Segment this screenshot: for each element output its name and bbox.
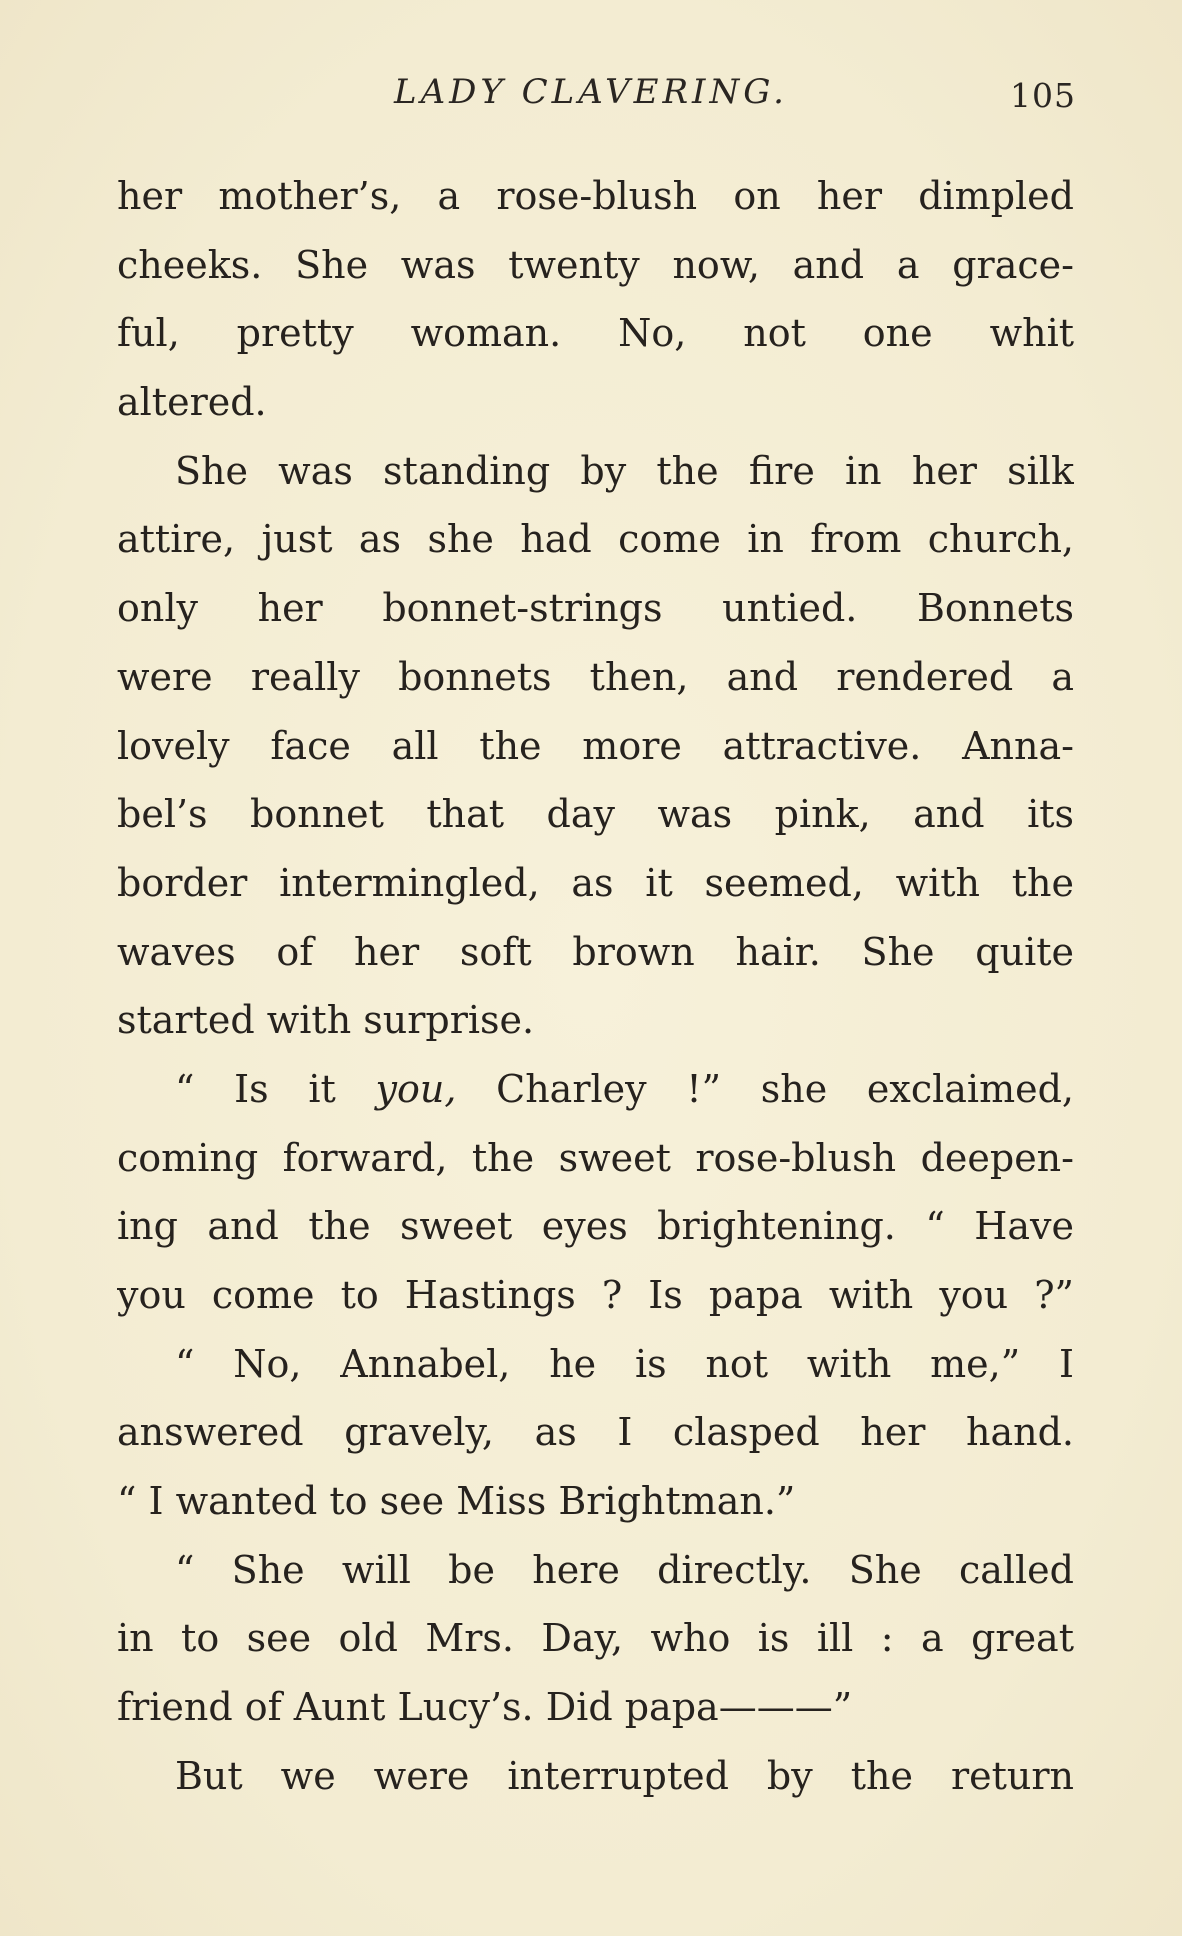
text-line: border intermingled, as it seemed, with the [117,860,1074,905]
text-line: But we were interrupted by the return [175,1753,1074,1798]
text-line: She was standing by the fire in her silk [175,448,1074,493]
text-line: ful, pretty woman. No, not one whit [117,311,1074,356]
text-line: you come to Hastings ? Is papa with you ?” [117,1273,1074,1317]
page-header [0,72,1182,132]
emphasized-word: you, [375,1066,457,1111]
body-text [117,162,1074,1811]
text-line: in to see old Mrs. Day, who is ill : a great [117,1616,1074,1661]
text-line: started with surprise. [117,998,535,1043]
text-line: her mother’s, a rose-blush on her dimpled [117,174,1074,218]
text-line: friend of Aunt Lucy’s. Did papa———” [117,1685,853,1730]
running-title: LADY CLAVERING. [393,72,788,112]
text-line [117,1055,1074,1124]
text-line: cheeks. She was twenty now, and a grace- [117,242,1074,287]
text-segment: “ Is it [175,1066,376,1111]
text-line: only her bonnet-strings untied. Bonnets [117,586,1074,631]
text-line: waves of her soft brown hair. She quite [117,929,1074,974]
text-line: coming forward, the sweet rose-blush deepen- [117,1135,1074,1180]
text-line: were really bonnets then, and rendered a [117,654,1074,699]
text-line: “ No, Annabel, he is not with me,” I [175,1341,1074,1386]
text-line: attire, just as she had come in from church, [117,517,1074,562]
text-line: lovely face all the more attractive. Anna- [117,723,1074,768]
text-line: answered gravely, as I clasped her hand. [117,1410,1074,1455]
text-line: “ She will be here directly. She called [175,1547,1074,1592]
text-line: ing and the sweet eyes brightening. “ Have [117,1204,1074,1249]
text-line: altered. [117,380,267,425]
text-line: “ I wanted to see Miss Brightman.” [117,1479,796,1524]
text-segment: Charley !” she exclaimed, [456,1066,1074,1111]
page-number: 105 [1010,76,1076,115]
text-line: bel’s bonnet that day was pink, and its [117,792,1074,837]
